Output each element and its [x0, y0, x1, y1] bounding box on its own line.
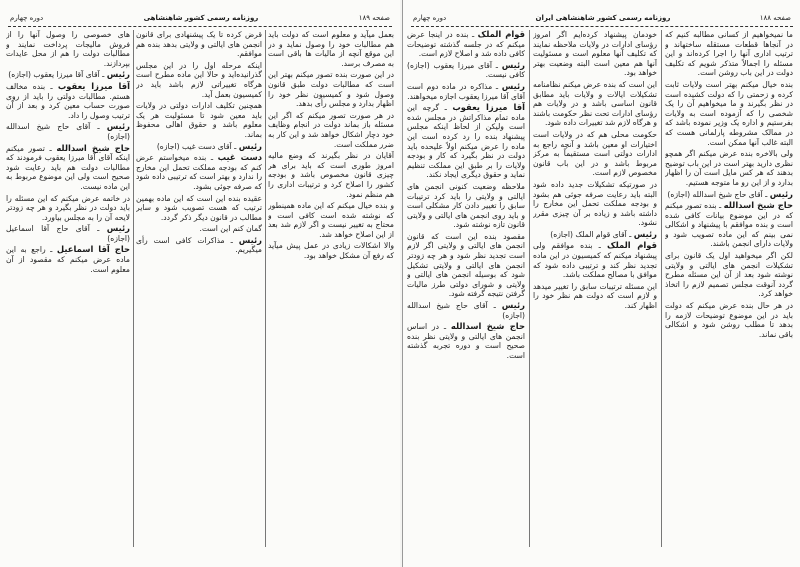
paragraph-text: گرچه این ماده تمام مذاکراتش در مجلس شده است ولیکن از لحاظ اینکه مجلس پیشنهاد بنده را رد کرده است این ماده را عرض میکنم اولاً علیحده باید دولت در نظر بگیرد که کار و بودجه ولایات را بر طبق این مملکت تنظیم نماید و حقوق دیگری ایجاد نکند.	[407, 103, 525, 180]
paragraph: حاج شیخ اسدالله ـ تصور میکنم اینکه آقای آقا میرزا یعقوب فرمودند که مطالبات دولت هم باید رعایت شود صحیح است ولی این موضوع مربوط به این ماده نیست.	[6, 142, 130, 191]
paragraph-text: ولی بالاخره بنده عرض میکنم اگر همچو نظری دارید بهتر است در این باب توضیح بدهند که هر کس مایل است آن را اظهار بدارد و از این رو ما متوجه هستیم.	[665, 149, 793, 187]
speaker-name: آقا میرزا یعقوب	[57, 80, 130, 91]
paragraph-text: آقای میرزا یعقوب (اجازه) کافی نیست.	[407, 60, 525, 80]
paragraph: آقا میرزا یعقوب ـ گرچه این ماده تمام مذاکراتش در مجلس شده است ولیکن از لحاظ اینکه مجلس پیشنهاد بنده را رد کرده است این ماده را عرض میکنم اولاً علیحده باید دولت در نظر بگیرد که کار و بودجه ولایات را بر طبق این مملکت تنظیم نماید و حقوق دیگری ایجاد نکند.	[407, 102, 525, 180]
paragraph: حاج آقا اسماعیل ـ راجع به این ماده عرض میکنم که مقصود از آن معلوم است.	[6, 244, 130, 274]
speaker-name: رئیس	[769, 188, 793, 199]
volume-label: دوره چهارم	[10, 14, 44, 22]
paragraph: رئیس ـ آقای آقا میرزا یعقوب (اجازه)	[8, 69, 130, 80]
speaker-name: رئیس	[106, 223, 130, 234]
paragraph	[136, 61, 262, 99]
paragraph: رئیس ـ مذاکره در ماده دوم است آقای آقا میرزا یعقوب اجازه میخواهند.	[407, 80, 525, 101]
paragraph-text: در این صورت بنده تصور میکنم بهتر این است که مطالبات دولت طبق قانون وصول شود و کمیسیون نظر خود را اظهار بدارد و مجلس رأی بدهد.	[268, 70, 394, 109]
paragraph-text: قرض کرده تا یک پیشنهادی برای قانون انجمن های ایالتی و ولایتی بدهد بنده هم موافقم.	[136, 30, 262, 59]
paragraph-text: آقای دست غیب (اجازه)	[156, 141, 232, 151]
speaker-name: حاج آقا اسماعیل	[56, 244, 130, 255]
speaker-name: حاج شیخ اسدالله	[723, 200, 793, 211]
speaker-name: قوام الملک	[477, 30, 525, 39]
page-header	[10, 12, 390, 24]
paragraph-text: مذاکرات کافی است رأی میگیریم.	[136, 235, 262, 255]
paragraph-text: آقای آقا میرزا یعقوب (اجازه)	[8, 70, 100, 80]
paragraph-text: این مسئله ترتیبات سابق را تغییر میدهد و لازم است که دولت هم نظر خود را اظهار کند.	[533, 281, 657, 311]
paragraph: رئیس ـ مذاکرات کافی است رأی میگیریم.	[136, 234, 262, 255]
paragraph-text: در اساس انجمن های ایالتی و ولایتی نظر بنده صحیح است و دوره تجربه گذشته است.	[407, 322, 525, 360]
paragraph-text: والا اشکالات زیادی در عمل پیش میآید که رفع آن مشکل خواهد بود.	[268, 241, 394, 261]
paragraph	[6, 30, 130, 68]
paragraph: رئیس ـ آقای حاج آقا اسماعیل (اجازه)	[6, 223, 130, 243]
paragraph	[136, 224, 262, 234]
text-column	[136, 30, 262, 549]
paragraph	[136, 101, 262, 139]
paragraph-text: بنده میخواستم عرض کنم که بودجه مملکت تحمل این مخارج را ندارد و بهتر است که ترتیبی داده شود که صرفه جوئی بشود.	[136, 153, 262, 191]
paragraph-text: بنده مخالف هستم. مطالبات دولتی را باید از روی صورت حساب معین کرد و بعد از آن ترتیب وصول را داد.	[6, 81, 130, 120]
speaker-name: رئیس	[106, 69, 130, 80]
column-divider	[133, 30, 134, 547]
speaker-name: رئیس	[633, 228, 657, 239]
paragraph-text: آقای حاج شیخ اسدالله (اجازه)	[667, 189, 763, 199]
paragraph-text: بنده خیال میکنم بهتر است ولایات ثابت کرده و زحمتی را که دولت کشیده است در نظر بگیرند و ما میخواهیم آن را یک شخصی را که آزموده است به ولایات بفرستیم و اداره یک وزیر نموده باشد که در ممالک مشروطه پارلمانی هست که البته غالب آنها ممکن است.	[665, 79, 793, 147]
header-divider	[411, 26, 793, 27]
paragraph-text: ملاحظه وضعیت کنونی انجمن های ایالتی و ولایتی را باید کرد ترتیبات سابق را تغییر دادن کار مشکلی است و باید روی انجمن های ایالتی و ولایتی قانون تازه نوشته شود.	[407, 181, 525, 230]
paragraph	[407, 232, 525, 299]
paragraph	[533, 80, 657, 128]
speaker-name: دست غیب	[217, 152, 262, 163]
speaker-name: رئیس	[501, 59, 525, 70]
paragraph: دست غیب ـ بنده میخواستم عرض کنم که بودجه مملکت تحمل این مخارج را ندارد و بهتر است که ترتیبی داده شود که صرفه جوئی بشود.	[136, 152, 262, 191]
paragraph-text: اینکه مرحله اول را در این مجلس گذرانیده‌اید و حالا این ماده مطرح است هرگاه تغییراتی لازم باشد باید در کمیسیون بعمل آید.	[136, 60, 262, 99]
right-page	[402, 0, 800, 567]
paragraph-text: بعمل میآید و معلوم است که دولت باید هم مطالبات خود را وصول نماید و در این موقع آنچه از مالیات ها باقی است به مصرف برسد.	[268, 30, 394, 68]
paragraph: رئیس ـ آقای حاج شیخ اسدالله (اجازه)	[407, 300, 525, 320]
paragraph-text: بنده تصور میکنم که در این موضوع بیانات کافی شده است و بنده موافقم با پیشنهاد و اشکالی نمی بینم که این ماده تصویب شود و ولایات دارای انجمن باشند.	[665, 201, 793, 249]
paragraph	[136, 194, 262, 223]
text-column	[533, 30, 657, 549]
paragraph-text: آقای حاج آقا اسماعیل (اجازه)	[6, 224, 130, 243]
paragraph-text: تصور میکنم اینکه آقای آقا میرزا یعقوب فرمودند که مطالبات دولت هم باید رعایت شود صحیح است ولی این موضوع مربوط به این ماده نیست.	[6, 143, 130, 191]
paragraph-text: در هر حال بنده عرض میکنم که دولت باید در این موضوع توضیحات لازمه را بدهد تا مطلب روشن شود و اشکالی باقی نماند.	[665, 301, 793, 339]
text-column	[6, 30, 130, 549]
paragraph: قوام الملک ـ بنده در اینجا عرض میکنم که در جلسه گذشته توضیحات کافی داده شد و اصلاح لازم است.	[407, 30, 525, 59]
paragraph-text: در صورتیکه تشکیلات جدید داده شود البته باید رعایت صرفه جوئی هم بشود و بودجه مملکت تحمل این مخارج را داشته باشد و زیاده بر آن چیزی مقرر نشود.	[533, 179, 657, 228]
speaker-name: قوام الملک	[607, 240, 657, 251]
paragraph-text: راجع به این ماده عرض میکنم که مقصود از آن معلوم است.	[6, 245, 130, 274]
paragraph: رئیس ـ آقای حاج شیخ اسدالله (اجازه)	[6, 121, 130, 141]
paragraph-text: لکن اگر میخواهید اول یک قانون برای تشکیلات انجمن های ایالتی و ولایتی نوشته شود بعد از آن این مسئله مطرح گردد آنوقت مجلس تصمیم لازم را اتخاذ خواهد کرد.	[665, 251, 793, 299]
paragraph	[533, 30, 657, 78]
speaker-name: رئیس	[238, 234, 262, 245]
paragraph: حاج شیخ اسدالله ـ بنده تصور میکنم که در این موضوع بیانات کافی شده است و بنده موافقم با پیشنهاد و اشکالی نمی بینم که این ماده تصویب شود و ولایات دارای انجمن باشند.	[665, 200, 793, 249]
paragraph	[268, 30, 394, 68]
paragraph	[665, 149, 793, 187]
paragraph: رئیس ـ آقای قوام الملک (اجازه)	[550, 228, 657, 239]
paragraph-text: آقایان در نظر بگیرند که وضع مالیه امروز طوری است که باید برای هر چیزی قانون مخصوص باشد و بودجه کشور را اصلاح کرد و ترتیبات اداری را هم منظم نمود.	[268, 151, 394, 199]
paragraph-text: آقای قوام الملک (اجازه)	[550, 229, 627, 239]
paragraph-text: خودمان پیشنهاد کرده‌ایم اگر امروز رؤسای ادارات در ولایات ملاحظه نمایند که تکلیف آنها معلوم است و مسئولیت آنها هم معین است البته وضعیت بهتر خواهد بود.	[533, 30, 657, 78]
paragraph: آقا میرزا یعقوب ـ بنده مخالف هستم. مطالبات دولتی را باید از روی صورت حساب معین کرد و بعد از آن ترتیب وصول را داد.	[6, 80, 130, 120]
header-divider	[8, 26, 392, 27]
page-header	[413, 12, 791, 24]
paragraph: حاج شیخ اسدالله ـ در اساس انجمن های ایالتی و ولایتی نظر بنده صحیح است و دوره تجربه گذشته است.	[407, 321, 525, 360]
paragraph-text: مقصود بنده این است که قانون انجمن های ایالتی و ولایتی اگر لازم است تجدید نظر شود و هر چه زودتر انجمن های ایالتی و ولایتی تشکیل شود که بوسیله انجمن های ایالتی و ولایتی و شورای دولتی طرز مالیات گرفتن نتیجه گرفته شود.	[407, 231, 525, 299]
paragraph: رئیس ـ آقای حاج شیخ اسدالله (اجازه)	[667, 188, 793, 199]
paragraph	[665, 251, 793, 299]
paragraph-text: ما نمیخواهیم از کسانی مطالبه کنیم که در آنجاها قطعات مستقله ساختهاند و ترتیب اداری آنها را اجرا کرده‌اند و این مسئله را اجمالاً متذکر شویم که تکلیف دولت در این باب روشن است.	[665, 30, 793, 78]
paragraph	[533, 130, 657, 178]
paragraph	[136, 30, 262, 59]
speaker-name: آقا میرزا یعقوب	[452, 102, 525, 113]
paragraph	[268, 201, 394, 239]
paragraph-text: در خاتمه عرض میکنم که این مسئله را باید دولت در نظر بگیرد و هر چه زودتر لایحه آن را به مجلس بیاورد.	[6, 193, 130, 222]
column-divider	[529, 30, 530, 547]
column-divider	[265, 30, 266, 547]
page-number: صفحه ۱۸۸	[759, 14, 791, 22]
paragraph-text: همچنین تکلیف ادارات دولتی در ولایات باید معین شود تا مسئولیت هر یک معلوم باشد و حقوق اهالی محفوظ بماند.	[136, 101, 262, 139]
speaker-name: رئیس	[106, 121, 130, 132]
newspaper-title: روزنامه رسمی کشور شاهنشاهی	[143, 14, 259, 22]
speaker-name: رئیس	[238, 140, 262, 151]
paragraph	[665, 301, 793, 339]
paragraph-text: آقای حاج شیخ اسدالله (اجازه)	[407, 301, 525, 320]
speaker-name: رئیس	[501, 300, 525, 311]
paragraph	[665, 30, 793, 78]
paragraph: رئیس ـ آقای میرزا یعقوب (اجازه) کافی نیست.	[407, 59, 525, 80]
text-column	[268, 30, 394, 549]
paragraph	[665, 80, 793, 147]
speaker-name: حاج شیخ اسدالله	[56, 142, 130, 153]
paragraph	[6, 194, 130, 223]
paragraph	[268, 241, 394, 260]
paragraph	[533, 282, 657, 311]
speaker-name: رئیس	[501, 80, 525, 91]
paragraph-text: و بنده خیال میکنم که این ماده همینطور که نوشته شده است کافی است و محتاج به تغییر نیست و اگر لازم شد بعد از این اصلاح خواهد شد.	[268, 201, 394, 239]
paragraph-text: حکومت محلی هم که در ولایات است اختیارات او معین باشد و آنچه راجع به ادارات دولتی است مستقیماً به مرکز مربوط باشد و در این باب قانون مخصوص لازم است.	[533, 129, 657, 178]
text-column	[665, 30, 793, 549]
paragraph: قوام الملک ـ بنده موافقم ولی پیشنهاد میکنم که کمیسیون در این ماده تجدید نظر کند و ترتیبی داده شود که موافق با مصالح مملکت باشد.	[533, 240, 657, 280]
paragraph	[533, 180, 657, 228]
paragraph-text: بنده در اینجا عرض میکنم که در جلسه گذشته توضیحات کافی داده شد و اصلاح لازم است.	[407, 30, 525, 59]
column-divider	[661, 30, 662, 547]
speaker-name: حاج شیخ اسدالله	[450, 321, 525, 332]
text-column	[407, 30, 525, 549]
volume-label: دوره چهارم	[413, 14, 447, 22]
paragraph: رئیس ـ آقای دست غیب (اجازه)	[156, 140, 262, 151]
paragraph-text: آقای حاج شیخ اسدالله (اجازه)	[6, 122, 130, 141]
page-number: صفحه ۱۸۹	[358, 14, 390, 22]
paragraph-text: های خصوصی را وصول آنها را از فروش مالیجات پرداخت نمایند و مطالبات دولت را هم از محل عایدات بپردازند.	[6, 30, 130, 68]
paragraph	[268, 111, 394, 149]
newspaper-title: روزنامه رسمی کشور شاهنشاهی ایران	[535, 14, 671, 22]
paragraph-text: این است که بنده عرض میکنم نظامنامه تشکیلات ایالات و ولایات باید مطابق قانون اساسی باشد و در ولایات هم رؤسای ادارات تحت نظر حکومت باشند و هرگاه لازم شد تغییرات داده شود.	[533, 79, 657, 128]
paragraph	[268, 70, 394, 108]
paragraph	[407, 182, 525, 230]
paragraph-text: بنده موافقم ولی پیشنهاد میکنم که کمیسیون در این ماده تجدید نظر کند و ترتیبی داده شود که موافق با مصالح مملکت باشد.	[533, 241, 657, 280]
paragraph-text: عقیده بنده این است که این ماده بهمین ترتیب که هست تصویب شود و سایر مطالب در قانون دیگر ذکر گردد.	[136, 193, 262, 222]
paragraph-text: گمان کنم این است.	[199, 224, 262, 234]
paragraph-text: مذاکره در ماده دوم است آقای آقا میرزا یعقوب اجازه میخواهند.	[407, 81, 525, 101]
paragraph-text: در هر صورت تصور میکنم که اگر این مسئله باز بماند دولت در انجام وظایف خود دچار اشکال خواهد شد و این کار به ضرر مملکت است.	[268, 110, 394, 149]
paragraph	[268, 151, 394, 199]
